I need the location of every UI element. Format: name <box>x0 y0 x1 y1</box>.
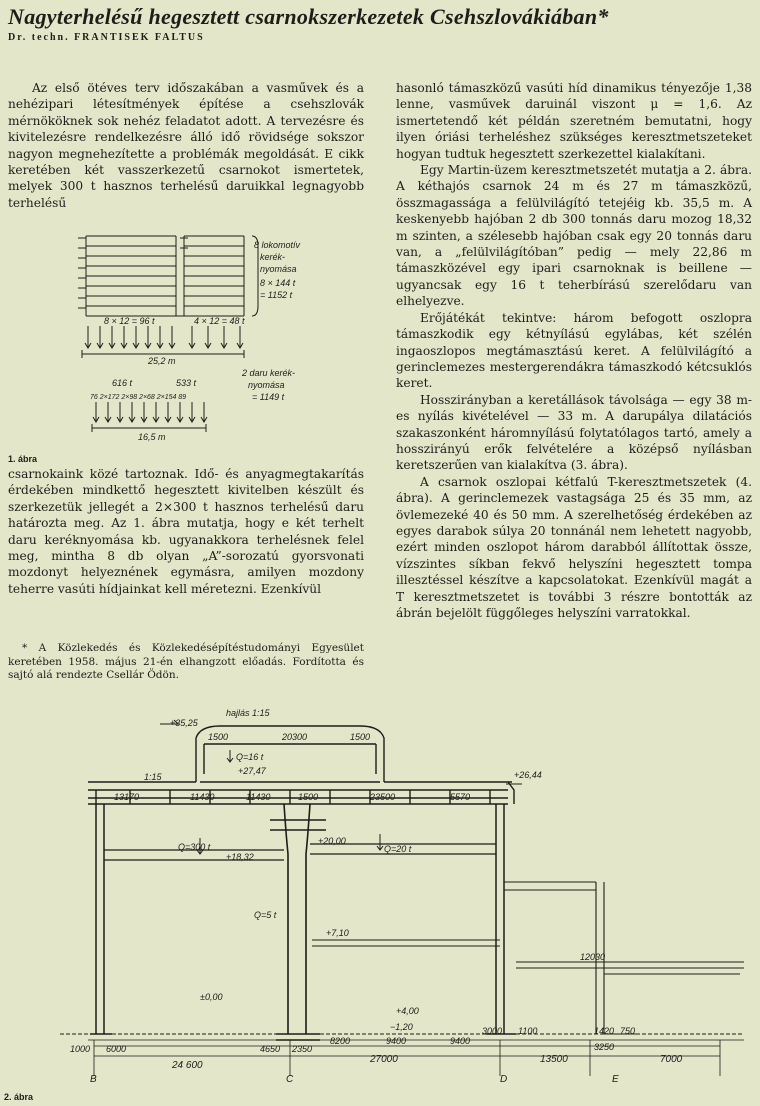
q16: Q=16 t <box>236 752 264 762</box>
dim-1500-c: 1500 <box>298 792 319 802</box>
loco-label-2: kerék- <box>260 252 286 262</box>
article-title: Nagyterhelésű hegesztett csarnokszerkezetek Csehszlovákiában* <box>8 4 609 29</box>
figure-1 <box>8 226 364 458</box>
dim-9400-b: 9400 <box>450 1036 471 1046</box>
elev-400: +4,00 <box>396 1006 419 1016</box>
crane-label-1: 2 daru kerék- <box>242 368 296 378</box>
dim-1100: 1100 <box>518 1026 538 1036</box>
dim-3000: 3000 <box>482 1026 503 1036</box>
annex-structure <box>312 882 744 1034</box>
crane-left-total: 616 t <box>112 378 133 388</box>
q300: Q=300 t <box>178 842 211 852</box>
dim-8200: 8200 <box>330 1036 351 1046</box>
dim-3250: 3250 <box>594 1042 615 1052</box>
elev-1832: +18,32 <box>226 852 254 862</box>
left-column-bottom <box>8 466 364 597</box>
elev-710: +7,10 <box>326 928 349 938</box>
dim-12030: 12030 <box>580 952 606 962</box>
footnote <box>8 642 364 683</box>
paragraph: csarnokaink közé tartoznak. Idő- és anyagmegtakarítás érdekében mindkettő hegesztett kivitelben készült és szerkezetük jellegét a 2×300 t hasznos terhelésű daru határozta meg. Az 1. ábra mutatja, hogy e két terhelt daru keréknyomása kb. ugyanakkora terhelésnek felel meg, mintha 8 db olyan „A”-sorozatú gyorsvonati mozdonyt helyeznének egymásra, amilyen mozdony teherre vasúti hídjainkat kell méretezni. Ezenkívül <box>8 467 364 596</box>
paragraph: hasonló támaszközű vasúti híd dinamikus tényezője 1,38 lenne, vasművek daruinál viszont μ = 1,6. Az ismertetendő két példán szeretném bemutatni, hogy ilyen óriási terheléshez szükséges keresztmetszeteket hogyan tudtuk hegesztett szerkezettel kialakítani. <box>396 81 752 161</box>
roof-slope-left: 1:15 <box>144 772 162 782</box>
dim-1420: 1420 <box>594 1026 615 1036</box>
locomotive-stack-left <box>78 236 176 316</box>
author-line: Dr. techn. FRANTISEK FALTUS <box>8 32 205 43</box>
left-column-top <box>8 80 364 211</box>
paragraph: Hosszirányban a keretállások távolsága — egy 38 m-es nyílás kivételével — 33 m. A darupálya dilatációs szakaszonként háromnyílású folytatólagos tartó, amely a hosszirányú erők felvételére a középső nyílásban keretszerűen van kialakítva (3. ábra). <box>396 392 752 473</box>
loco-label-1: 8 lokomotív <box>254 240 301 250</box>
locomotive-stack-right <box>180 236 244 316</box>
elev-000: ±0,00 <box>200 992 223 1002</box>
figure-2-caption: 2. ábra <box>4 1092 34 1102</box>
paragraph: Erőjátékát tekintve: három befogott oszlopra támaszkodik egy kétnyílású egylábas, két szélén ingaoszlopos megtámasztású keret. A felülvilágító a gerinclemezes mestergerendákra támaszkodó kétcsuklós keret. <box>396 310 752 391</box>
crane-details: 76 2×172 2×98 2×68 2×154 89 <box>90 394 187 401</box>
elev-2000: +20,00 <box>318 836 346 846</box>
axis-d: D <box>500 1074 508 1085</box>
dim-7000: 7000 <box>660 1054 683 1065</box>
dim-11430-a: 11430 <box>190 792 215 802</box>
paragraph: Egy Martin-üzem keresztmetszetét mutatja a 2. ábra. A kéthajós csarnok 24 m és 27 m támaszközű, összmagassága a felülvilágító tetejéig kb. 35,5 m. A keskenyebb hajóban 2 db 300 tonnás daru mozog 18,32 m szinten, a szélesebb hajóban csak egy 20 tonnás daru van, a „felülvilágítóban” pedig — mely 22,86 m támaszközével egy ipari csarnoknak is beillene — ugyancsak egy 16 t teherbírású szerelődaru van elhelyezve. <box>396 163 752 309</box>
right-group-label: 4 × 12 = 48 t <box>194 316 245 326</box>
paragraph: Az első ötéves terv időszakában a vasművek és a nehézipari létesítmények építése a csehszlovák mérnököknek sok nehéz feladatot adott. A tervezésre és kivitelezésre rendelkezésre álló idő rövidsége sokszor nagyon megnehezítette a problémák megoldását. E cikk keretében két vasszerkezetű csarnokot ismertetek, melyek 300 t hasznos terhelésű daruikkal legnagyobb terhelésű <box>8 81 364 210</box>
axis-c: C <box>286 1074 294 1085</box>
figure-2 <box>0 704 760 1088</box>
loco-label-5: = 1152 t <box>260 290 293 300</box>
dim-750: 750 <box>620 1026 636 1036</box>
crane-label-2: nyomása <box>248 380 285 390</box>
dim-27000: 27000 <box>370 1054 398 1065</box>
axis-b: B <box>90 1074 97 1085</box>
loco-label-3: nyomása <box>260 264 297 274</box>
dim-13500: 13500 <box>540 1054 568 1065</box>
crane-right-total: 533 t <box>176 378 197 388</box>
crane-label-3: = 1149 t <box>252 392 285 402</box>
footnote-text: * A Közlekedés és Közlekedésépítéstudományi Egyesület keretében 1958. május 21-én elhangzott előadás. Fordította és sajtó alá rendezte Csellár Ödön. <box>8 642 364 681</box>
column-d <box>486 804 516 1034</box>
span-top-label: 25,2 m <box>148 356 176 366</box>
paragraph: A csarnok oszlopai kétfalú T-keresztmetszetek (4. ábra). A gerinclemezek vastagsága 25 és 35 mm, az övlemezeké 40 és 50 mm. A szerelhetőség érdekében az egyes darabok súlya 20 tonnánál nem lehetett nagyobb, ezért minden oszlopot három darabból állítottak össze, vízszintes síkban fekvő helyszíni hegesztett tompa illesztéssel készítve a kapcsolatokat. Ezenkívül magát a T keresztmetszetet is további 3 részre bontották az ábrán bejelölt függőleges helyszíni varratokkal. <box>396 474 752 620</box>
figure-1-caption: 1. ábra <box>8 454 38 464</box>
roof-slope-top: hajlás 1:15 <box>226 708 270 718</box>
q5: Q=5 t <box>254 910 277 920</box>
dim-5570: 5570 <box>450 792 471 802</box>
span-bottom-label: 16,5 m <box>138 432 166 442</box>
dim-1500-a: 1500 <box>208 732 229 742</box>
elev-2644: +26,44 <box>514 770 542 780</box>
load-arrows-bottom <box>93 402 207 422</box>
dim-9400-a: 9400 <box>386 1036 407 1046</box>
elev-120: −1,20 <box>390 1022 413 1032</box>
column-b <box>90 804 112 1034</box>
dim-1000: 1000 <box>70 1044 91 1054</box>
elev-2747: +27,47 <box>238 766 266 776</box>
dim-20300: 20300 <box>282 732 308 742</box>
dim-2350: 2350 <box>292 1044 313 1054</box>
left-group-label: 8 × 12 = 96 t <box>104 316 155 326</box>
dim-6000: 6000 <box>106 1044 127 1054</box>
dim-24600: 24 600 <box>172 1060 203 1071</box>
q20: Q=20 t <box>384 844 412 854</box>
elev-top: +35,25 <box>170 718 198 728</box>
loco-label-4: 8 × 144 t <box>260 278 296 288</box>
right-column <box>396 80 752 621</box>
load-arrows-top <box>85 326 243 348</box>
dim-11430-b: 11430 <box>246 792 271 802</box>
axis-e: E <box>612 1074 619 1085</box>
dim-23500: 23500 <box>370 792 396 802</box>
dim-4650: 4650 <box>260 1044 281 1054</box>
dim-13170: 13170 <box>114 792 140 802</box>
dim-1500-b: 1500 <box>350 732 371 742</box>
